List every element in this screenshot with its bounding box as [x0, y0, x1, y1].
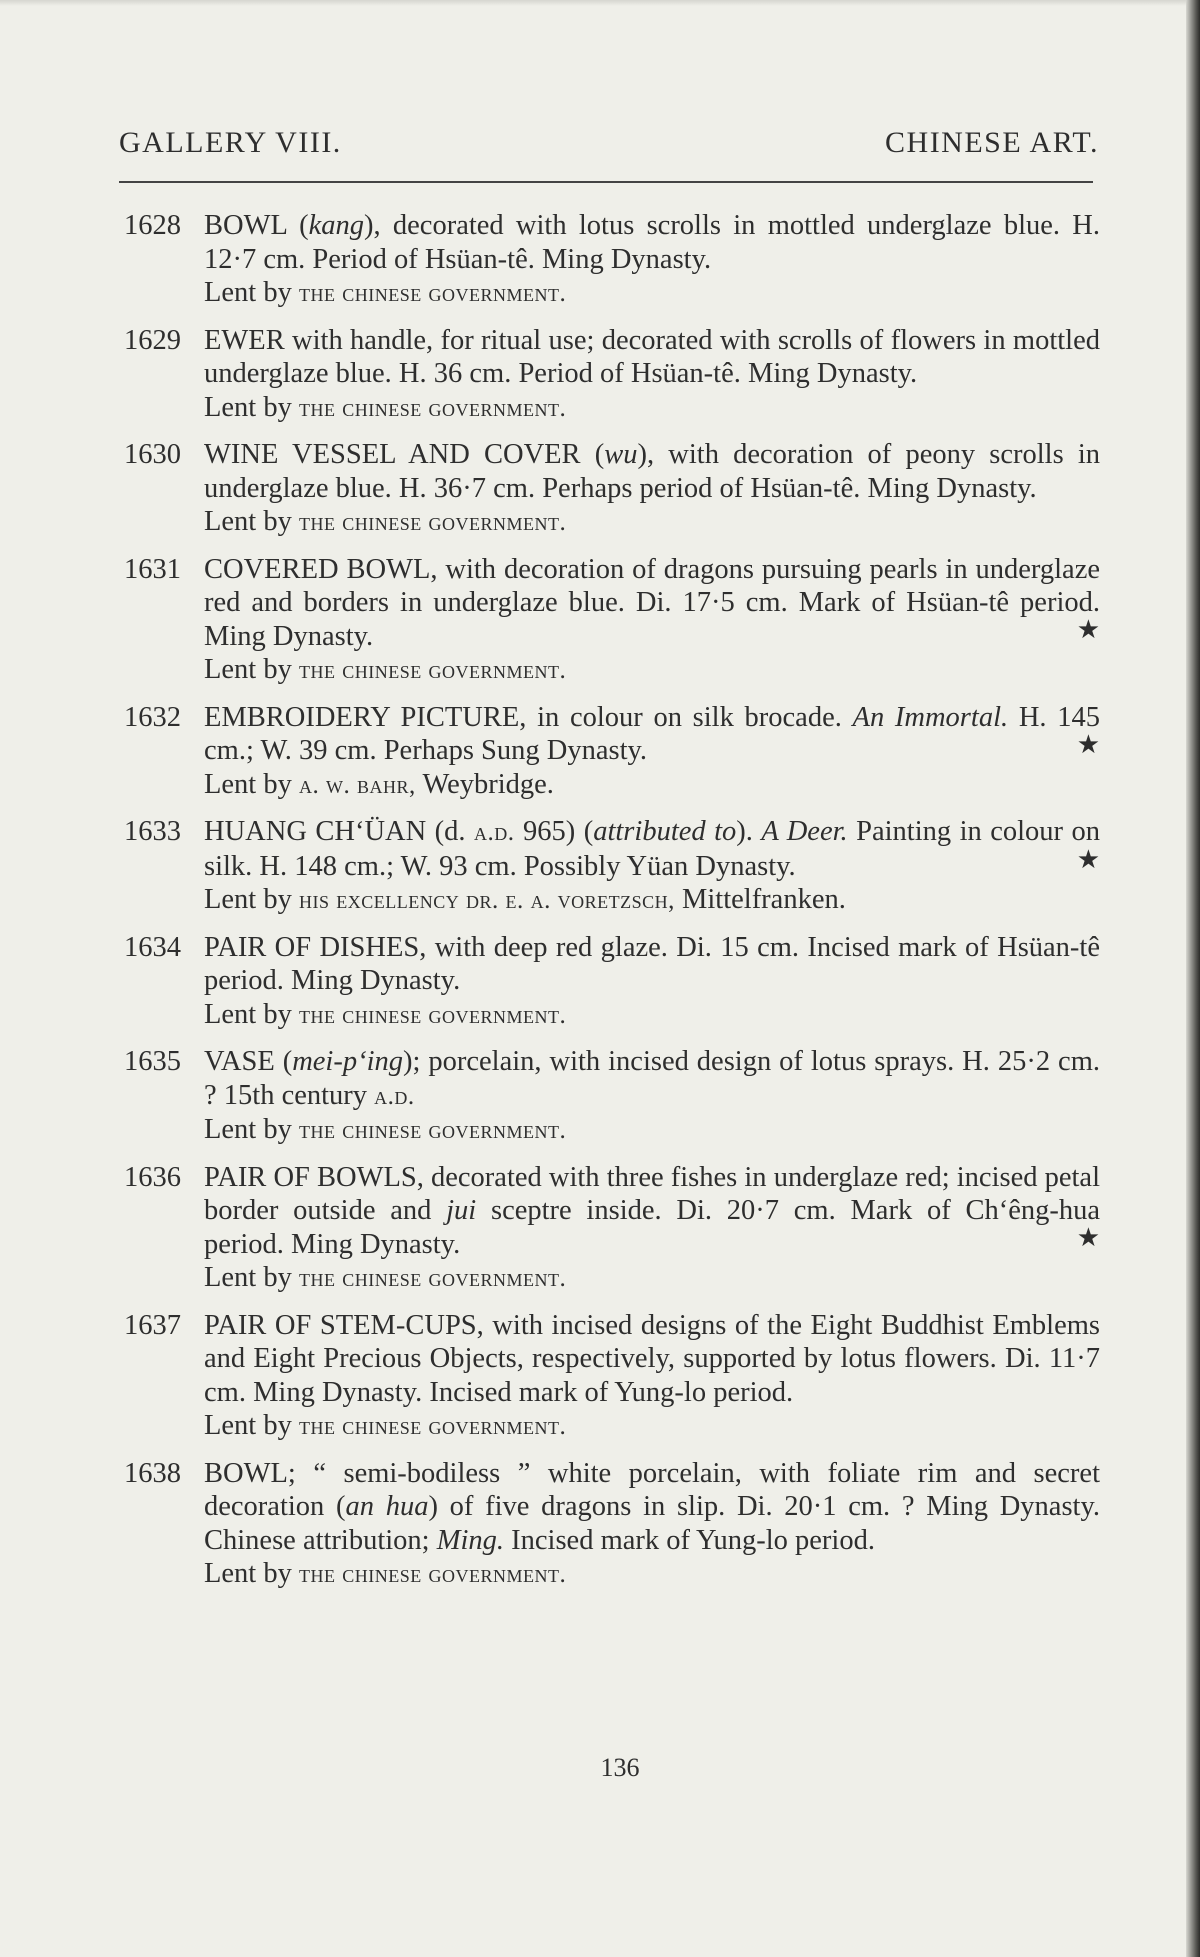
- entry-number: 1633: [124, 816, 181, 847]
- catalogue-entry: [124, 815, 1100, 918]
- entry-lender: Lent by the chinese government.: [204, 277, 567, 308]
- entry-number: 1636: [124, 1161, 181, 1193]
- entry-description: PAIR OF BOWLS, decorated with three fishes in underglaze red; incised petal border outside and jui sceptre inside. Di. 20·7 cm. Mark of Ch‘êng-hua period. Ming Dynasty.: [204, 1161, 1100, 1260]
- entry-description: HUANG CH‘ÜAN (d. a.d. 965) (attributed to). A Deer. Painting in colour on silk. H. 148 cm.; W. 93 cm. Possibly Yüan Dynasty.: [204, 816, 1100, 882]
- lender-name: the chinese government.: [298, 1265, 567, 1292]
- entry-description: PAIR OF STEM-CUPS, with incised designs of the Eight Buddhist Emblems and Eight Precious Objects, respectively, supported by lotus flowers. Di. 11·7 cm. Ming Dynasty. Incised mark of Yung-lo period.: [204, 1309, 1100, 1408]
- star-mark-icon: ★: [1076, 729, 1100, 759]
- catalogue-entry: [124, 209, 1100, 311]
- catalogue-entries: [124, 209, 1100, 1605]
- lender-name: the chinese government.: [298, 1561, 567, 1588]
- entry-lender: Lent by a. w. bahr, Weybridge.: [204, 768, 554, 800]
- entry-description: WINE VESSEL AND COVER (wu), with decoration of peony scrolls in underglaze blue. H. 36·7 cm. Perhaps period of Hsüan-tê. Ming Dynasty.: [204, 439, 1101, 504]
- entry-lender: Lent by the chinese government.: [204, 391, 567, 423]
- entry-description: EMBROIDERY PICTURE, in colour on silk brocade. An Immortal. H. 145 cm.; W. 39 cm. Perhaps Sung Dynasty.: [204, 701, 1100, 766]
- page-top-edge: [0, 0, 1186, 6]
- lender-name: the chinese government.: [298, 280, 567, 307]
- catalogue-entry: [124, 1457, 1100, 1592]
- running-header: [119, 126, 1099, 166]
- entry-lender: Lent by the chinese government.: [204, 1114, 567, 1145]
- catalogue-entry: [124, 438, 1100, 540]
- entry-description: VASE (mei-p‘ing); porcelain, with incised design of lotus sprays. H. 25·2 cm. ? 15th century a.d.: [204, 1046, 1100, 1111]
- lender-name: the chinese government.: [298, 509, 567, 536]
- lender-name: his excellency dr. e. a. voretzsch,: [298, 887, 675, 914]
- catalogue-entry: [124, 701, 1100, 803]
- entry-description: EWER with handle, for ritual use; decorated with scrolls of flowers in mottled underglaze blue. H. 36 cm. Period of Hsüan-tê. Ming Dynasty.: [204, 324, 1100, 389]
- lender-name: the chinese government.: [298, 394, 567, 422]
- entry-number: 1638: [124, 1457, 181, 1489]
- entry-number: 1635: [124, 1046, 181, 1077]
- entry-description: BOWL; “ semi-bodiless ” white porcelain, with foliate rim and secret decoration (an hua) of five dragons in slip. Di. 20·1 cm. ? Ming Dynasty. Chinese attribution; Ming. Incised mark of Yung-lo period.: [204, 1457, 1100, 1556]
- lender-name: a. w. bahr,: [298, 771, 416, 799]
- entry-description: BOWL (kang), decorated with lotus scrolls in mottled underglaze blue. H. 12·7 cm. Period of Hsüan-tê. Ming Dynasty.: [204, 210, 1100, 275]
- page-number: 136: [600, 1753, 640, 1782]
- catalogue-entry: [124, 1309, 1100, 1444]
- entry-number: 1632: [124, 701, 181, 733]
- entry-lender: Lent by the chinese government.: [204, 654, 567, 685]
- header-gallery: GALLERY VIII.: [119, 126, 342, 159]
- lender-name: the chinese government.: [298, 1413, 567, 1440]
- entry-number: 1631: [124, 553, 181, 585]
- entry-lender: Lent by the chinese government.: [204, 506, 567, 537]
- entry-number: 1630: [124, 439, 181, 470]
- lender-name: the chinese government.: [298, 657, 567, 684]
- catalogue-entry: [124, 324, 1100, 426]
- entry-number: 1629: [124, 324, 181, 356]
- entry-lender: Lent by the chinese government.: [204, 1558, 567, 1589]
- entry-description: COVERED BOWL, with decoration of dragons pursuing pearls in underglaze red and borders in underglaze blue. Di. 17·5 cm. Mark of Hsüan-tê period. Ming Dynasty.: [204, 553, 1100, 652]
- lender-name: the chinese government.: [298, 1001, 567, 1029]
- entry-number: 1628: [124, 210, 181, 241]
- entry-description: PAIR OF DISHES, with deep red glaze. Di. 15 cm. Incised mark of Hsüan-tê period. Ming Dynasty.: [204, 931, 1100, 996]
- entry-lender: Lent by the chinese government.: [204, 998, 567, 1030]
- star-mark-icon: ★: [1076, 1223, 1100, 1252]
- catalogue-entry: [124, 931, 1100, 1033]
- catalogue-entry: [124, 1045, 1100, 1148]
- catalogue-entry: [124, 1161, 1100, 1296]
- header-section: CHINESE ART.: [885, 126, 1099, 159]
- entry-lender: Lent by the chinese government.: [204, 1410, 567, 1441]
- entry-number: 1634: [124, 931, 181, 963]
- page-binding-shadow: [1186, 0, 1200, 1957]
- entry-lender: Lent by his excellency dr. e. a. voretzsch, Mittelfranken.: [204, 884, 846, 915]
- entry-number: 1637: [124, 1309, 181, 1341]
- star-mark-icon: ★: [1076, 615, 1100, 644]
- header-rule: [119, 181, 1093, 183]
- star-mark-icon: ★: [1076, 845, 1100, 874]
- entry-lender: Lent by the chinese government.: [204, 1262, 567, 1293]
- catalogue-entry: [124, 553, 1100, 688]
- lender-name: the chinese government.: [298, 1117, 567, 1144]
